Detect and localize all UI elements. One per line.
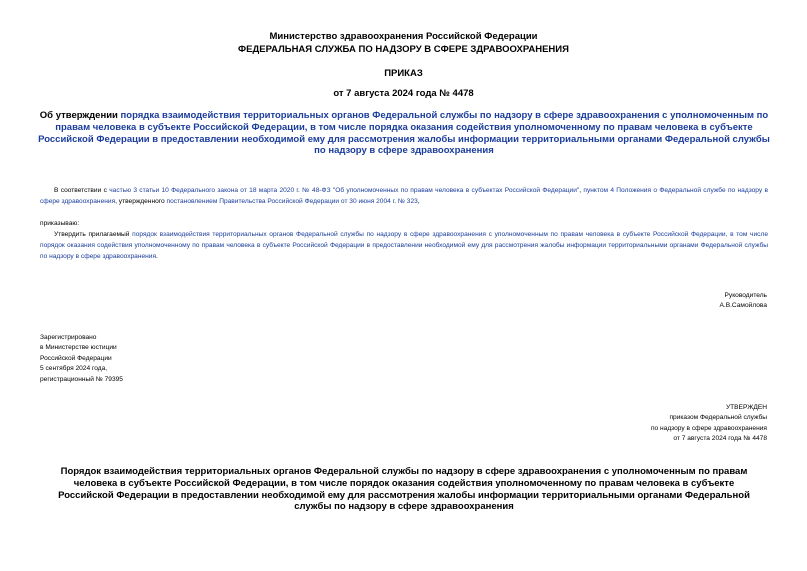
government-decree-link[interactable]: постановлением Правительства Российской Федерации от 30 июня 2004 г. № 323 — [166, 198, 418, 205]
document-date-number: от 7 августа 2024 года № 4478 — [333, 88, 474, 99]
approval-line: приказом Федеральной службы — [669, 414, 767, 422]
preamble-text-4: , — [417, 198, 420, 205]
procedure-link[interactable]: порядок взаимодействия территориальных органов Федеральной службы по надзору в сфере здравоохранения с уполномоченным по правам человека в субъекте Российской Федерации, в том числе порядок оказания содействия уполномоченному по правам человека в субъекте Российской Федерации в предоставлении необходимой ему для рассмотрения жалобы информации территориальными органами Федеральной службы по надзору в сфере здравоохранения — [40, 231, 768, 260]
approval-date-number: от 7 августа 2024 года № 4478 — [673, 435, 767, 443]
preamble-text-1: В соответствии с — [54, 187, 110, 194]
order-title-prefix: Об утверждении — [39, 110, 121, 121]
approve-paragraph — [40, 229, 768, 262]
signatory-role: Руководитель — [724, 292, 767, 299]
approve-text-1: Утвердить прилагаемый — [54, 231, 133, 238]
preamble-paragraph — [40, 185, 768, 207]
ministry-name: Министерство здравоохранения Российской Федерации — [269, 31, 538, 42]
registration-line: в Министерстве юстиции — [40, 344, 117, 352]
approval-stamp — [651, 403, 767, 445]
signatory-name: А.В.Самойлова — [719, 302, 767, 310]
registration-line: Российской Федерации — [40, 354, 112, 362]
approval-line: УТВЕРЖДЕН — [725, 404, 767, 411]
service-regulation-link[interactable]: пунктом 4 Положения о Федеральной службе по надзору в сфере здравоохранения — [40, 187, 769, 205]
registration-block — [40, 333, 123, 385]
order-title-link[interactable]: порядка взаимодействия территориальных органов Федеральной службы по надзору в сфере здравоохранения с уполномоченным по правам человека в субъекте Российской Федерации, в том числе порядка оказания содействия уполномоченному по правам человека в субъекте Российской Федерации в предоставлении необходимой ему для рассмотрения жалобы информации территориальными органами Федеральной службы по надзору в сфере здравоохранения — [38, 110, 770, 157]
preamble-text-3: , утвержденного — [115, 198, 167, 205]
registration-date: 5 сентября 2024 года, — [40, 365, 108, 373]
federal-law-link[interactable]: частью 3 статьи 10 Федерального закона от 18 марта 2020 г. № 48-ФЗ "Об уполномоченных по правам человека в субъектах Российской Федерации" — [109, 187, 580, 194]
approval-line: по надзору в сфере здравоохранения — [650, 424, 767, 432]
approve-text-2: . — [156, 253, 158, 260]
order-title — [38, 110, 770, 157]
preamble-text-2: , — [579, 187, 584, 194]
procedure-title: Порядок взаимодействия территориальных органов Федеральной службы по надзору в сфере здравоохранения с уполномоченным по правам человека в субъекте Российской Федерации, в том числе порядок оказания содействия уполномоченному по правам человека в субъекте Российской Федерации в предоставлении необходимой ему для рассмотрения жалобы информации территориальными органами Федеральной службы по надзору в сфере здравоохранения — [58, 466, 750, 513]
registration-number: регистрационный № 79395 — [40, 375, 123, 383]
service-name: ФЕДЕРАЛЬНАЯ СЛУЖБА ПО НАДЗОРУ В СФЕРЕ ЗДРАВООХРАНЕНИЯ — [238, 44, 569, 55]
registration-line: Зарегистрировано — [40, 334, 97, 341]
document-type: ПРИКАЗ — [384, 68, 423, 79]
order-word: приказываю: — [40, 220, 80, 227]
signature-block — [719, 291, 767, 312]
